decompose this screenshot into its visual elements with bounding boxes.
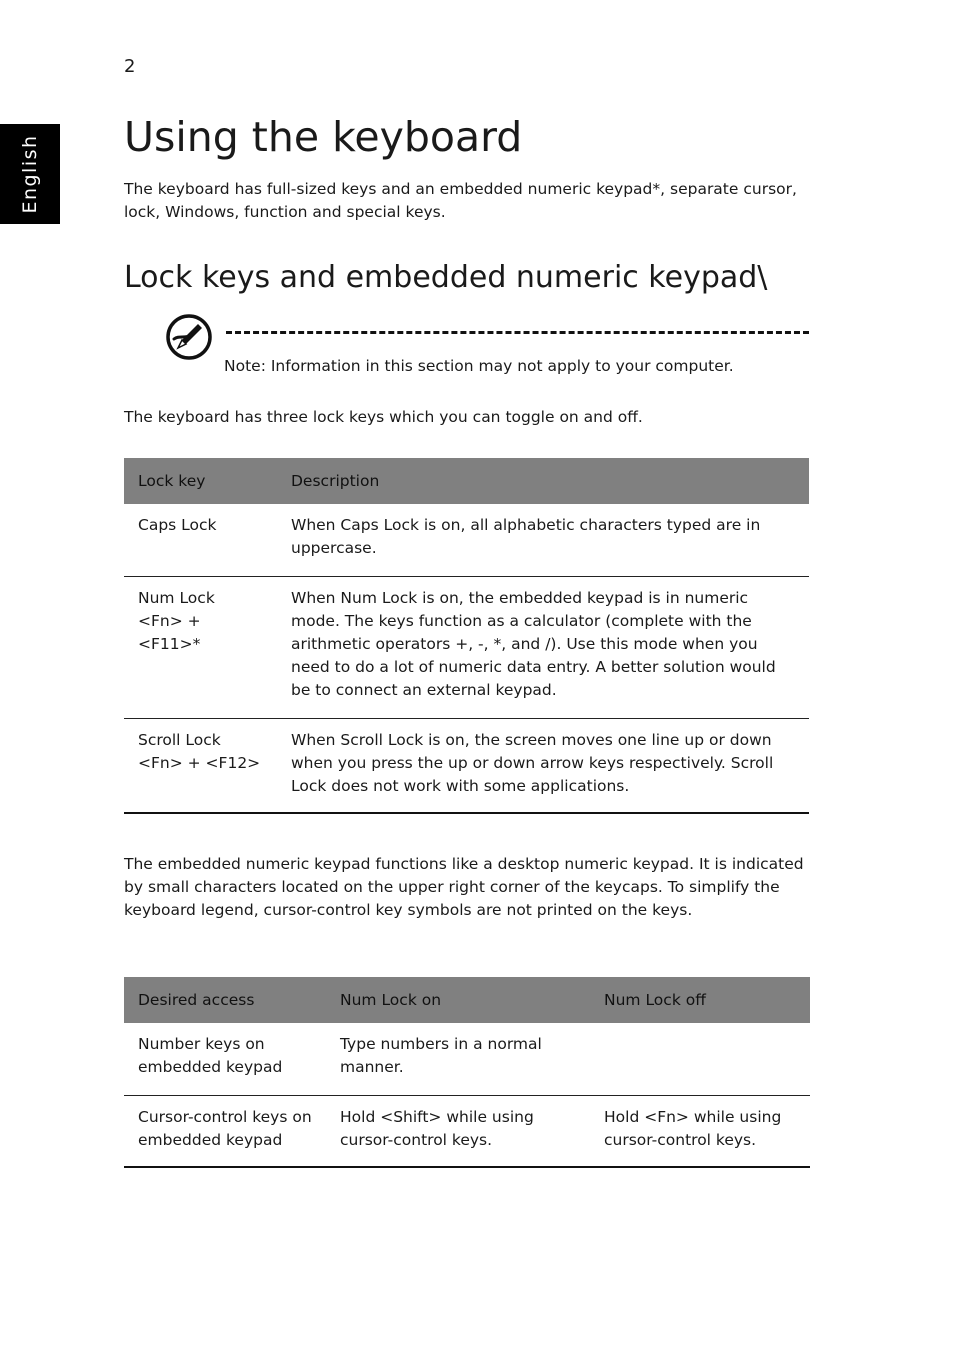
table-row <box>124 577 809 719</box>
column-header: Lock key <box>124 458 277 504</box>
note-label: Note <box>224 357 261 375</box>
lock-keys-table <box>124 458 809 814</box>
table-header-row <box>124 977 810 1023</box>
lock-key-cell <box>124 719 277 814</box>
num-lock-on-cell: Hold <Shift> while using cursor-control keys. <box>326 1096 590 1168</box>
note-divider <box>226 331 809 334</box>
table-header-row <box>124 458 809 504</box>
column-header: Desired access <box>124 977 326 1023</box>
num-lock-on-cell: Type numbers in a normal manner. <box>326 1023 590 1096</box>
language-tab-label: English <box>19 134 41 214</box>
column-header: Description <box>277 458 809 504</box>
description-cell: When Scroll Lock is on, the screen moves one line up or down when you press the up or down arrow keys respectively. Scroll Lock does not work with some applications. <box>277 719 809 814</box>
num-lock-off-cell <box>590 1023 810 1096</box>
access-cell: Number keys on embedded keypad <box>124 1023 326 1096</box>
lock-key-shortcut: <Fn> + <F12> <box>138 754 261 772</box>
lock-key-name: Scroll Lock <box>138 731 221 749</box>
num-lock-off-cell: Hold <Fn> while using cursor-control keys. <box>590 1096 810 1168</box>
description-cell: When Num Lock is on, the embedded keypad is in numeric mode. The keys function as a calculator (complete with the arithmetic operators +, -, *, and /). Use this mode when you need to do a lot of numeric data entry. A better solution would be to connect an external keypad. <box>277 577 809 719</box>
table-row <box>124 1023 810 1096</box>
lock-key-name: Num Lock <box>138 589 215 607</box>
note-pencil-icon <box>165 313 213 361</box>
table-row <box>124 504 809 577</box>
section-title: Lock keys and embedded numeric keypad\ <box>124 260 768 295</box>
keypad-access-table <box>124 977 810 1168</box>
access-cell: Cursor-control keys on embedded keypad <box>124 1096 326 1168</box>
table-row <box>124 719 809 814</box>
intro-paragraph: The keyboard has full-sized keys and an embedded numeric keypad*, separate cursor, lock, Windows, function and special keys. <box>124 180 797 221</box>
column-header: Num Lock on <box>326 977 590 1023</box>
lock-intro-paragraph: The keyboard has three lock keys which you can toggle on and off. <box>124 408 643 426</box>
column-header: Num Lock off <box>590 977 810 1023</box>
description-cell: When Caps Lock is on, all alphabetic characters typed are in uppercase. <box>277 504 809 577</box>
table-row <box>124 1096 810 1168</box>
lock-key-cell <box>124 504 277 577</box>
keypad-paragraph: The embedded numeric keypad functions like a desktop numeric keypad. It is indicated by small characters located on the upper right corner of the keycaps. To simplify the keyboard legend, cursor-control key symbols are not printed on the keys. <box>124 855 804 919</box>
note-text <box>224 355 734 378</box>
lock-key-cell <box>124 577 277 719</box>
page-title: Using the keyboard <box>124 113 523 161</box>
lock-key-shortcut: <Fn> + <F11>* <box>138 612 201 653</box>
note-body: : Information in this section may not apply to your computer. <box>260 357 734 375</box>
page-number: 2 <box>124 56 136 77</box>
lock-key-name: Caps Lock <box>138 516 217 534</box>
language-tab <box>0 124 60 224</box>
